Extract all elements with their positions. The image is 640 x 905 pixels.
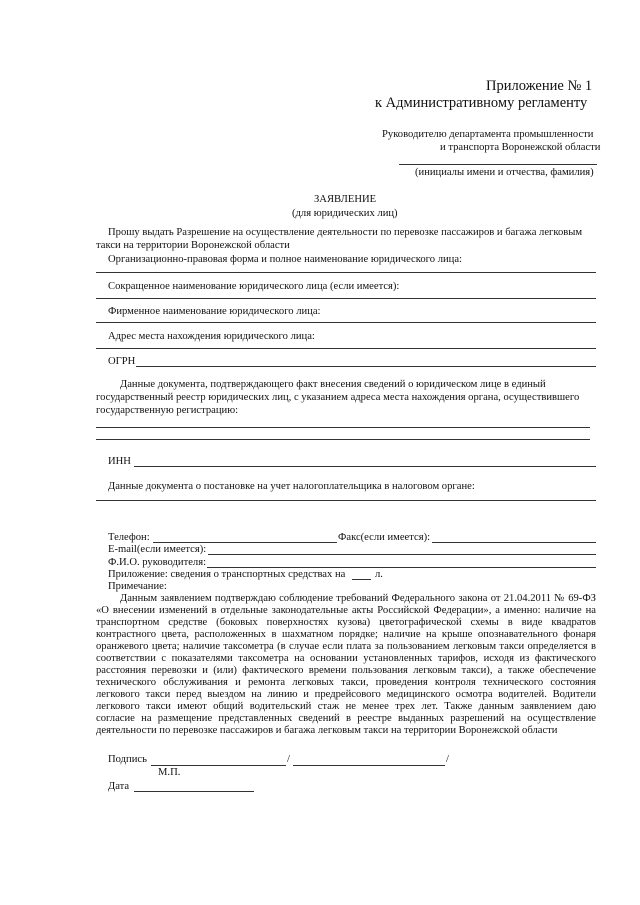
consent-line-2: «О внесении изменений в отдельные законодательные акты Российской Федерации», а именно: наличие на [96,605,596,616]
request-line1: Прошу выдать Разрешение на осуществление деятельности по перевозке пассажиров и багажа легковым [108,227,583,238]
director-label: Ф.И.О. руководителя: [108,557,207,568]
consent-line-3: транспортном средстве (боковых поверхностях кузова) цветографической схемы в виде квадратов [96,617,596,628]
registry-line-b[interactable] [96,439,590,440]
email-label: E-mail(если имеется): [108,544,207,555]
org-form-label: Организационно-правовая форма и полное наименование юридического лица: [108,254,462,265]
registry-line1: Данные документа, подтверждающего факт внесения сведений о юридическом лице в единый [120,379,546,390]
consent-line-7: расстояния перевозки и (или) фактического времени пользования легковым такси), а также обеспечение [96,665,596,676]
addressee-line2: и транспорта Воронежской области [440,142,601,153]
phone-label: Телефон: [108,532,150,543]
signature-slash-left: / [287,754,290,765]
registry-line2: государственный реестр юридических лиц, с указанием адреса места нахождения органа, осуществившего [96,392,580,403]
brand-name-label: Фирменное наименование юридического лица: [108,306,321,317]
fax-line[interactable] [432,542,596,543]
ogrn-label: ОГРН [108,356,136,367]
consent-line-4: контрастного цвета, расположенных в шахматном порядке; наличие на крыше опознавательного фонаря [96,629,596,640]
registry-line3: государственную регистрацию: [96,405,239,416]
attachment-suffix: л. [375,569,383,580]
short-name-label: Сокращенное наименование юридического лица (если имеется): [108,281,400,292]
brand-name-line[interactable] [96,322,596,323]
consent-line-1: Данным заявлением подтверждаю соблюдение требований Федерального закона от 21.04.2011 № 69-ФЗ [120,593,596,604]
addressee-line1: Руководителю департамента промышленности [382,129,594,140]
inn-label: ИНН [108,456,131,467]
consent-line-8: технического обслуживания и ремонта легковых такси, проведения контроля технического состояния [96,677,596,688]
date-line[interactable] [134,791,254,792]
address-label: Адрес места нахождения юридического лица: [108,331,315,342]
org-form-line[interactable] [96,272,596,273]
appendix-title: Приложение № 1 [486,78,593,94]
note-label: Примечание: [108,581,167,592]
form-subtitle: (для юридических лиц) [292,208,398,219]
attachment-label: Приложение: сведения о транспортных средствах на [108,569,346,580]
request-line2: такси на территории Воронежской области [96,240,290,251]
signature-slash-right: / [446,754,449,765]
consent-line-11: согласие на размещение представленных сведений в реестре выданных разрешений на осуществление [96,713,596,724]
attachment-pages-line[interactable] [352,579,371,580]
signature-name-line[interactable] [293,765,445,766]
date-label: Дата [108,781,130,792]
consent-line-6: соответствии с показателями таксометра на основании установленных тарифов, исходя из фактического [96,653,596,664]
regulation-title: к Административному регламенту [375,95,588,111]
short-name-line[interactable] [96,298,596,299]
signature-label: Подпись [108,754,147,765]
ogrn-line[interactable] [136,366,596,367]
registry-line-a[interactable] [96,427,590,428]
address-line[interactable] [96,348,596,349]
tax-registration-line[interactable] [96,500,596,501]
consent-line-12: деятельности по перевозке пассажиров и багажа легковым такси на территории Воронежской области [96,725,558,736]
addressee-name-line[interactable] [399,164,597,165]
consent-line-5: оранжевого цвета; наличие таксометра (в случае если плата за пользованием легковым такси определяется в [96,641,596,652]
consent-line-9: легкового такси перед выездом на линию и предрейсового медицинского осмотра водителей. Водители [96,689,596,700]
consent-line-10: легкового такси имеют общий водительский стаж не менее трех лет. Также данным заявлением даю [96,701,596,712]
email-line[interactable] [208,554,596,555]
addressee-hint: (инициалы имени и отчества, фамилия) [415,167,594,178]
tax-registration-label: Данные документа о постановке на учет налогоплательщика в налоговом органе: [108,481,475,492]
inn-line[interactable] [134,466,596,467]
fax-label: Факс(если имеется): [338,532,431,543]
form-title: ЗАЯВЛЕНИЕ [314,194,377,205]
stamp-label: М.П. [158,767,181,778]
